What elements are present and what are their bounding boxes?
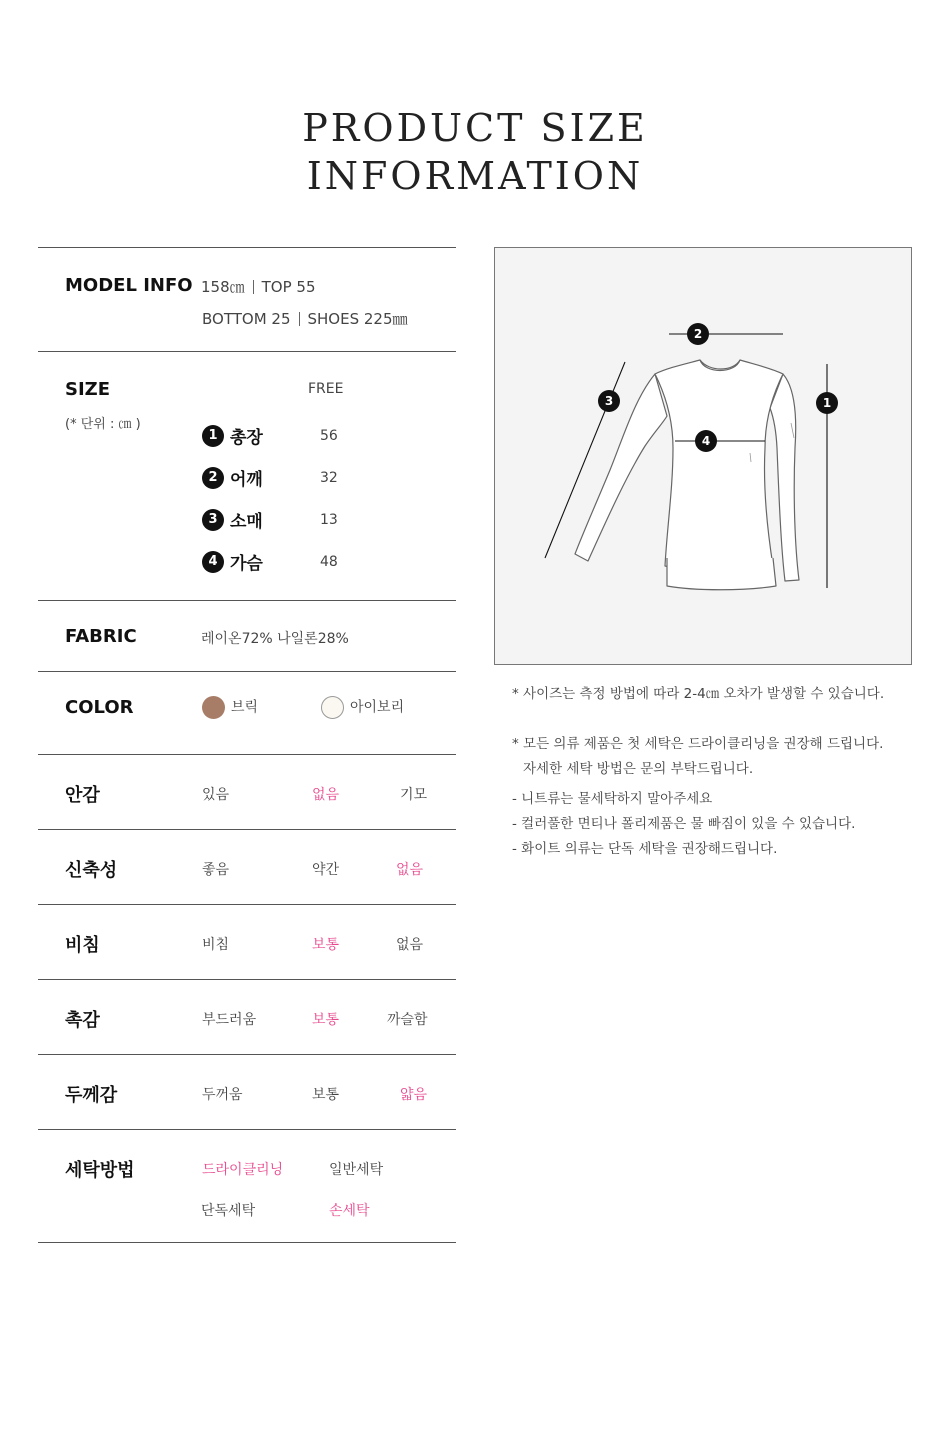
measurement-number-badge: 3	[202, 509, 224, 531]
measurement-name: 가슴	[230, 554, 263, 574]
attribute-option: 보통	[312, 1087, 340, 1103]
note-size-tolerance: * 사이즈는 측정 방법에 따라 2-4㎝ 오차가 발생할 수 있습니다.	[512, 686, 885, 702]
color-name: 브릭	[231, 699, 259, 716]
size-column-header: FREE	[308, 381, 344, 397]
attribute-option: 두꺼움	[202, 1087, 243, 1103]
measurement-total-length	[202, 423, 263, 448]
model-info-row	[38, 247, 456, 351]
model-info-line-2	[202, 308, 408, 329]
washing-option-selected: 손세탁	[329, 1203, 370, 1219]
attribute-label: 신축성	[65, 860, 118, 881]
measurement-sleeve	[202, 507, 263, 532]
garment-size-diagram	[494, 247, 912, 665]
attribute-option: 좋음	[202, 862, 230, 878]
note-white-separate: - 화이트 의류는 단독 세탁을 권장해드립니다.	[512, 841, 778, 857]
attribute-option-selected: 얇음	[400, 1087, 428, 1103]
measurement-badge-2: 2	[687, 323, 709, 345]
measurement-chest	[202, 549, 263, 574]
attribute-option-selected: 없음	[396, 862, 424, 878]
title-line-2: INFORMATION	[306, 154, 644, 198]
attribute-option: 약간	[312, 862, 340, 878]
measurement-value: 48	[320, 554, 338, 570]
measurement-badge-1: 1	[816, 392, 838, 414]
color-row	[38, 671, 456, 754]
note-inquiry: 자세한 세탁 방법은 문의 부탁드립니다.	[523, 761, 754, 777]
attribute-row-texture	[38, 979, 456, 1054]
measurement-number-badge: 4	[202, 551, 224, 573]
divider	[299, 312, 300, 326]
attribute-row-lining	[38, 754, 456, 829]
fabric-value: 레이온72% 나일론28%	[201, 631, 349, 647]
size-info-table	[38, 247, 456, 1243]
size-row	[38, 351, 456, 600]
color-option-brick[interactable]	[202, 696, 258, 719]
attribute-row-stretch	[38, 829, 456, 904]
measurement-badge-4: 4	[695, 430, 717, 452]
measurement-number-badge: 2	[202, 467, 224, 489]
attribute-option: 부드러움	[202, 1012, 257, 1028]
attribute-option: 없음	[396, 937, 424, 953]
attribute-option: 기모	[400, 787, 428, 803]
model-shoe-size: SHOES 225㎜	[307, 310, 408, 328]
color-label: COLOR	[65, 697, 134, 718]
fabric-label: FABRIC	[65, 626, 137, 647]
model-info-line-1	[201, 276, 316, 297]
attribute-option-selected: 없음	[312, 787, 340, 803]
note-dry-clean-first: * 모든 의류 제품은 첫 세탁은 드라이클리닝을 권장해 드립니다.	[512, 736, 884, 752]
note-color-bleed: - 컬러풀한 면티나 폴리제품은 물 빠짐이 있을 수 있습니다.	[512, 816, 856, 832]
color-swatch-ivory	[321, 696, 344, 719]
washing-option: 단독세탁	[201, 1203, 256, 1219]
divider	[253, 280, 254, 294]
measurement-value: 13	[320, 512, 338, 528]
size-unit-note: (* 단위 : ㎝ )	[65, 417, 141, 432]
model-height: 158㎝	[201, 278, 245, 296]
washing-option: 일반세탁	[329, 1162, 384, 1178]
care-notes	[512, 682, 932, 862]
long-sleeve-top-illustration	[495, 248, 911, 664]
color-option-ivory[interactable]	[321, 696, 404, 719]
attribute-option: 까슬함	[387, 1012, 428, 1028]
model-info-label: MODEL INFO	[65, 275, 193, 296]
attribute-option-selected: 보통	[312, 1012, 340, 1028]
measurement-name: 어깨	[230, 470, 263, 490]
color-name: 아이보리	[350, 699, 405, 716]
attribute-row-sheerness	[38, 904, 456, 979]
attribute-option: 비침	[202, 937, 230, 953]
attribute-row-thickness	[38, 1054, 456, 1129]
measurement-value: 32	[320, 470, 338, 486]
washing-option-selected: 드라이클리닝	[202, 1162, 284, 1178]
measurement-value: 56	[320, 428, 338, 444]
measurement-shoulder	[202, 465, 263, 490]
fabric-row	[38, 600, 456, 671]
size-label: SIZE	[65, 379, 111, 400]
note-knit: - 니트류는 물세탁하지 말아주세요	[512, 791, 713, 807]
title-line-1: PRODUCT SIZE	[302, 106, 648, 150]
color-swatch-brick	[202, 696, 225, 719]
attribute-label: 두께감	[65, 1085, 118, 1106]
washing-row	[38, 1129, 456, 1243]
measurement-number-badge: 1	[202, 425, 224, 447]
measurement-badge-3: 3	[598, 390, 620, 412]
attribute-option: 있음	[202, 787, 230, 803]
measurement-name: 소매	[230, 512, 263, 532]
attribute-label: 촉감	[65, 1010, 100, 1031]
model-bottom-size: BOTTOM 25	[202, 310, 291, 328]
attribute-label: 비침	[65, 935, 100, 956]
page-title	[0, 104, 950, 200]
washing-label: 세탁방법	[65, 1160, 135, 1181]
attribute-label: 안감	[65, 785, 100, 806]
attribute-option-selected: 보통	[312, 937, 340, 953]
model-top-size: TOP 55	[261, 278, 316, 296]
measurement-name: 총장	[230, 428, 263, 448]
